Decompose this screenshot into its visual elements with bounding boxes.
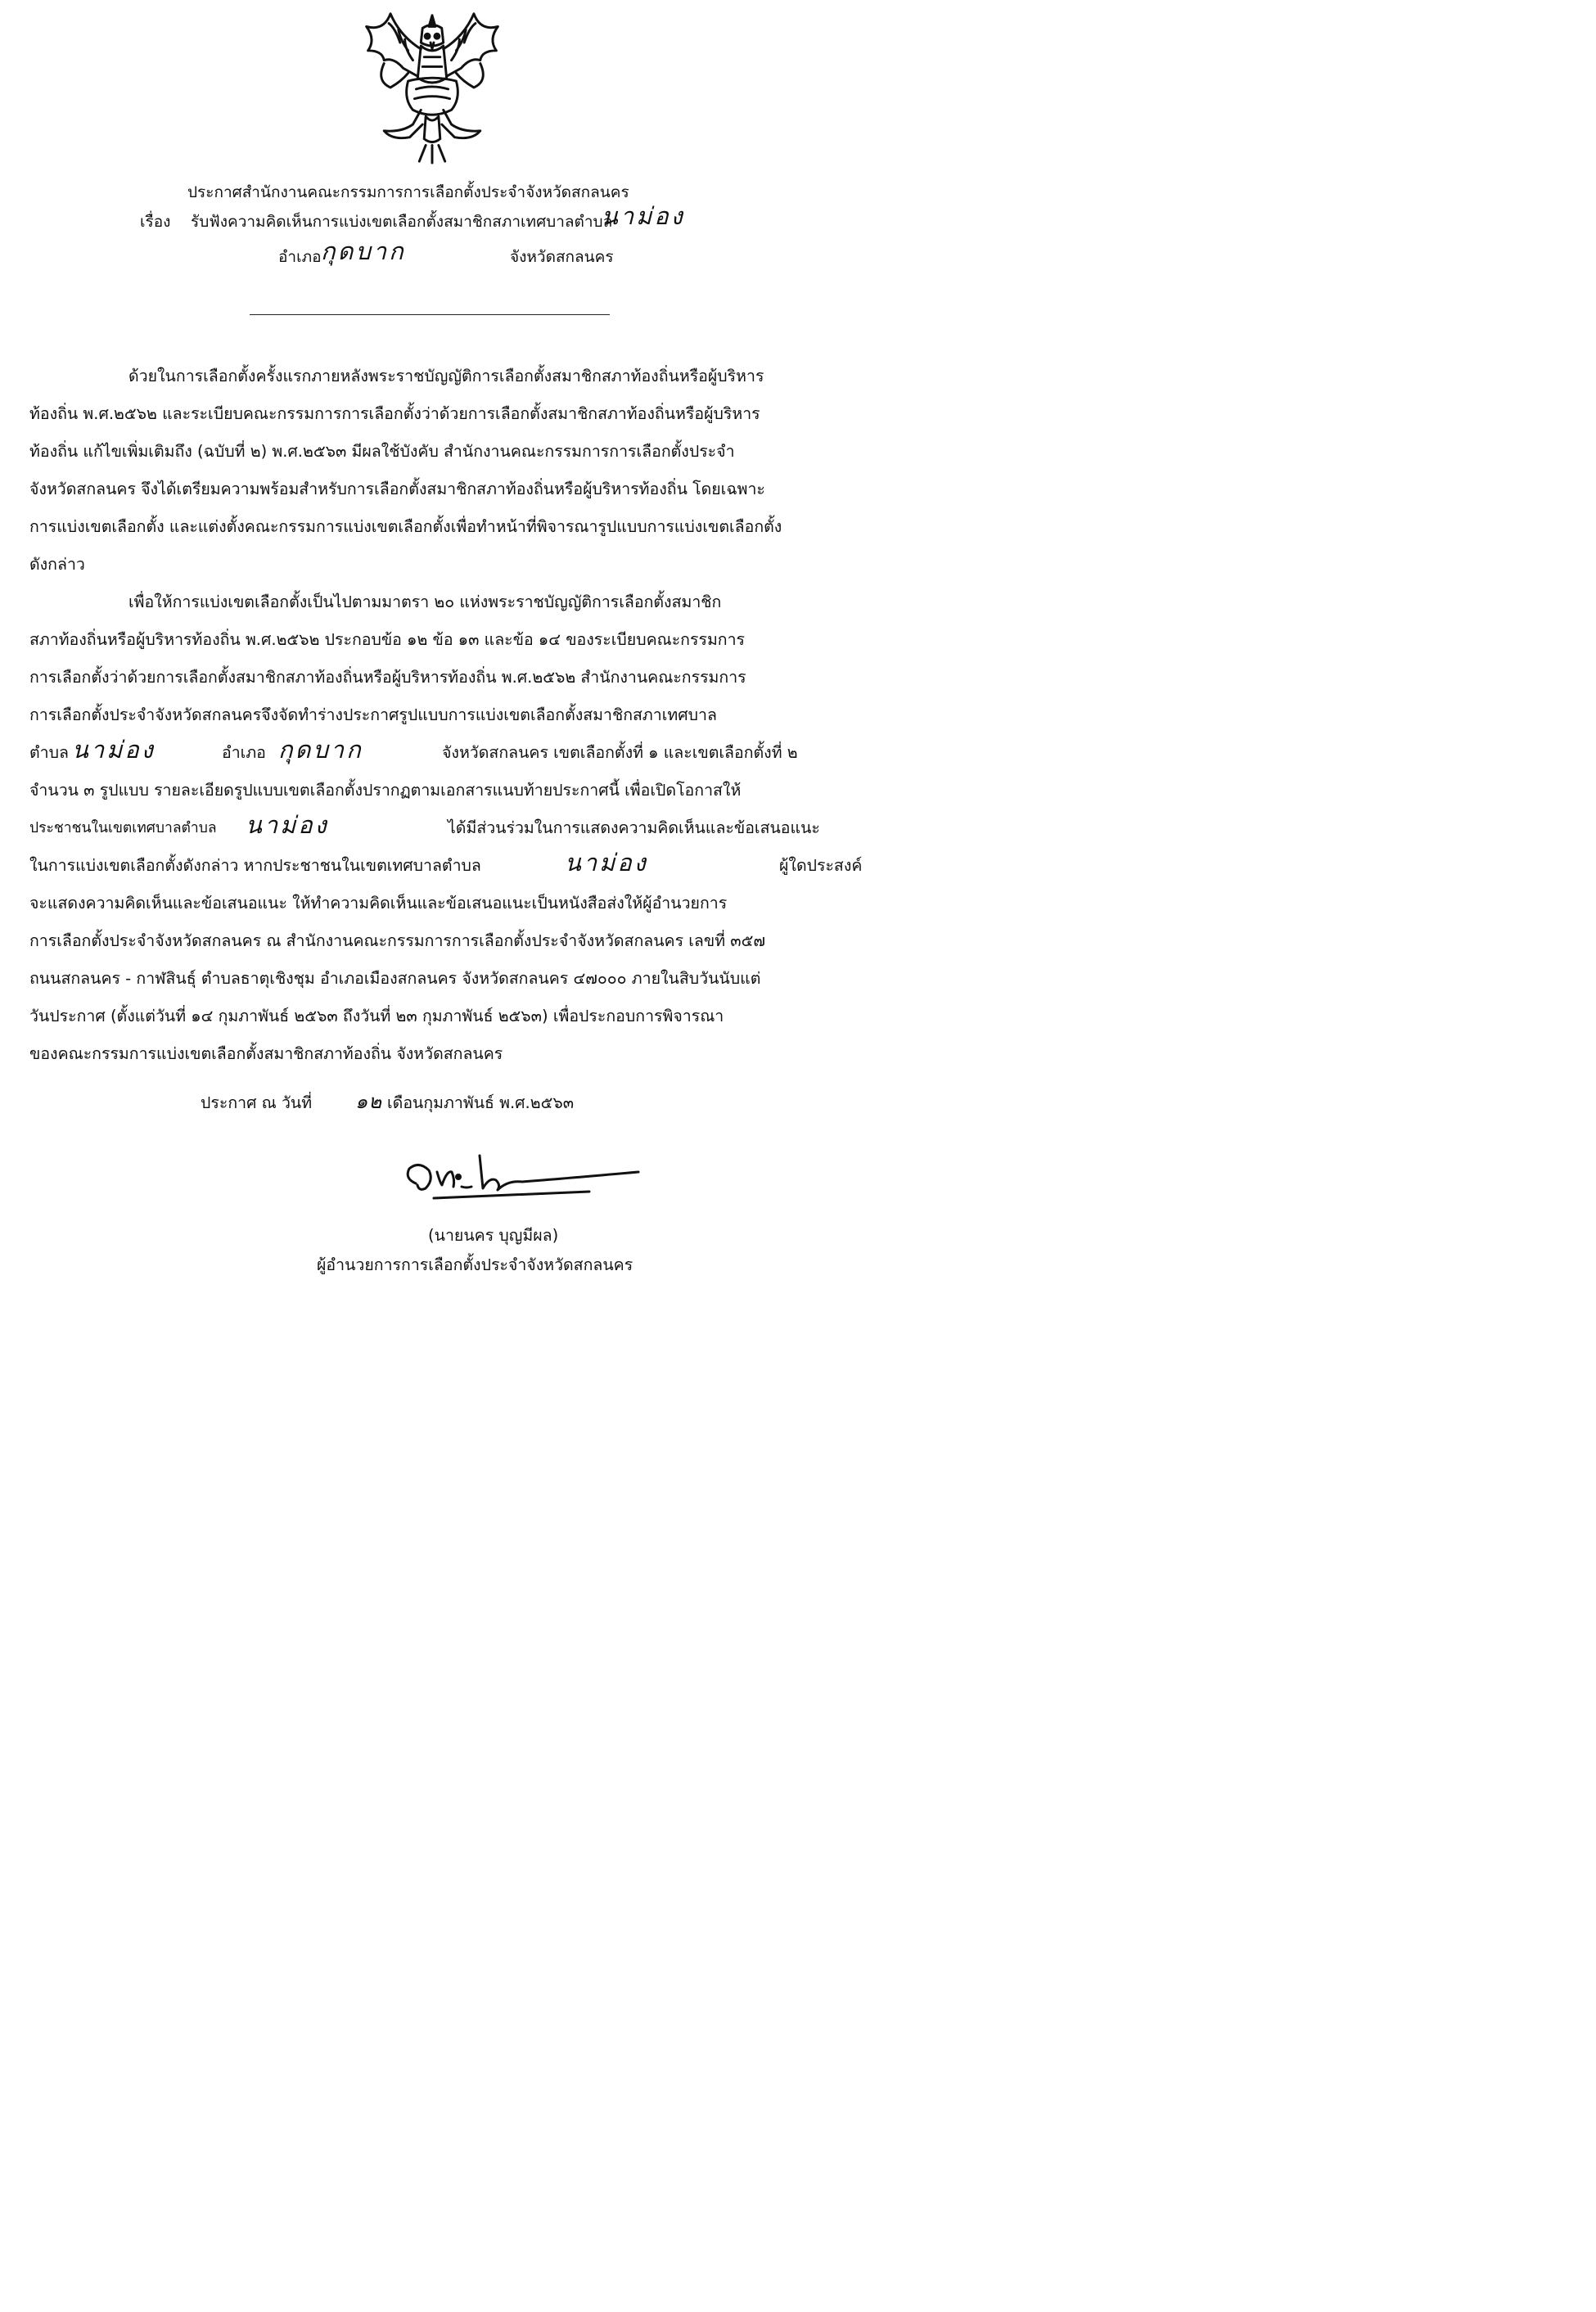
body-line-p2-6: จำนวน ๓ รูปแบบ รายละเอียดรูปแบบเขตเลือกตั้งปรากฏตามเอกสารแนบท้ายประกาศนี้ เพื่อเปิดโอกาสให้: [29, 781, 742, 800]
body-line-p2-10: การเลือกตั้งประจำจังหวัดสกลนคร ณ สำนักงานคณะกรรมการการเลือกตั้งประจำจังหวัดสกลนคร เลขที่ ๓๕๗: [29, 931, 766, 950]
body-line-p2-2: สภาท้องถิ่นหรือผู้บริหารท้องถิ่น พ.ศ.๒๕๖๒ ประกอบข้อ ๑๒ ข้อ ๑๓ และข้อ ๑๔ ของระเบียบคณะกรรมการ: [29, 630, 746, 649]
handwritten-district-2: กุดบาก: [278, 736, 363, 764]
handwritten-municipality-4: นาม่อง: [565, 849, 648, 877]
handwritten-day: ๑๒: [355, 1090, 383, 1113]
body-line-p1-2: ท้องถิ่น พ.ศ.๒๕๖๒ และระเบียบคณะกรรมการการเลือกตั้งว่าด้วยการเลือกตั้งสมาชิกสภาท้องถิ่นหรือผู้บริหาร: [29, 404, 760, 423]
district-label: อำเภอ: [278, 248, 322, 266]
body-line-p2-5-c: จังหวัดสกลนคร เขตเลือกตั้งที่ ๑ และเขตเลือกตั้งที่ ๒: [442, 743, 798, 762]
subject-text: รับฟังความคิดเห็นการแบ่งเขตเลือกตั้งสมาชิกสภาเทศบาลตำบล: [191, 213, 613, 231]
body-line-p2-5-a: ตำบล: [29, 743, 69, 762]
body-line-p1-1: ด้วยในการเลือกตั้งครั้งแรกภายหลังพระราชบัญญัติการเลือกตั้งสมาชิกสภาท้องถิ่นหรือผู้บริหาร: [128, 367, 764, 385]
body-line-p1-5: การแบ่งเขตเลือกตั้ง และแต่งตั้งคณะกรรมการแบ่งเขตเลือกตั้งเพื่อทำหน้าที่พิจารณารูปแบบการแบ่งเขตเลือกตั้ง: [29, 517, 782, 536]
signatory-name: (นายนคร บุญมีผล): [428, 1226, 559, 1245]
body-line-p2-9: จะแสดงความคิดเห็นและข้อเสนอแนะ ให้ทำความคิดเห็นและข้อเสนอแนะเป็นหนังสือส่งให้ผู้อำนวยการ: [29, 894, 728, 913]
garuda-emblem: [352, 4, 512, 164]
body-line-p1-4: จังหวัดสกลนคร จึงได้เตรียมความพร้อมสำหรับการเลือกตั้งสมาชิกสภาท้องถิ่นหรือผู้บริหารท้องถิ่น โดยเฉพาะ: [29, 480, 765, 498]
handwritten-municipality-2: นาม่อง: [72, 736, 156, 764]
subject-label: เรื่อง: [140, 213, 171, 231]
body-line-p2-5-b: อำเภอ: [222, 743, 266, 762]
handwritten-municipality-3: นาม่อง: [246, 811, 329, 839]
province-label: จังหวัดสกลนคร: [510, 248, 614, 266]
signatory-title: ผู้อำนวยการการเลือกตั้งประจำจังหวัดสกลนคร: [317, 1255, 633, 1274]
body-line-p2-13: ของคณะกรรมการแบ่งเขตเลือกตั้งสมาชิกสภาท้องถิ่น จังหวัดสกลนคร: [29, 1044, 503, 1063]
body-line-p2-11: ถนนสกลนคร - กาฬสินธุ์ ตำบลธาตุเชิงชุม อำเภอเมืองสกลนคร จังหวัดสกลนคร ๔๗๐๐๐ ภายในสิบวันนับแต่: [29, 969, 761, 988]
body-line-p2-8-a: ในการแบ่งเขตเลือกตั้งดังกล่าว หากประชาชนในเขตเทศบาลตำบล: [29, 856, 481, 875]
body-line-p2-4: การเลือกตั้งประจำจังหวัดสกลนครจึงจัดทำร่างประกาศรูปแบบการแบ่งเขตเลือกตั้งสมาชิกสภาเทศบาล: [29, 705, 717, 724]
announce-prefix: ประกาศ ณ วันที่: [201, 1093, 313, 1112]
body-line-p2-7-a: ประชาชนในเขตเทศบาลตำบล: [29, 820, 217, 836]
announcement-title: ประกาศสำนักงานคณะกรรมการการเลือกตั้งประจำจังหวัดสกลนคร: [187, 183, 629, 201]
body-line-p2-7-b: ได้มีส่วนร่วมในการแสดงความคิดเห็นและข้อเสนอแนะ: [448, 818, 820, 837]
handwritten-district: กุดบาก: [321, 237, 406, 265]
announce-suffix: เดือนกุมภาพันธ์ พ.ศ.๒๕๖๓: [387, 1093, 575, 1112]
handwritten-signature: [401, 1147, 643, 1216]
body-line-p2-3: การเลือกตั้งว่าด้วยการเลือกตั้งสมาชิกสภาท้องถิ่นหรือผู้บริหารท้องถิ่น พ.ศ.๒๕๖๒ สำนักงานคณะกรรมการ: [29, 668, 746, 687]
body-line-p1-3: ท้องถิ่น แก้ไขเพิ่มเติมถึง (ฉบับที่ ๒) พ.ศ.๒๕๖๓ มีผลใช้บังคับ สำนักงานคณะกรรมการการเลือกตั้งประจำ: [29, 442, 735, 461]
body-line-p2-1: เพื่อให้การแบ่งเขตเลือกตั้งเป็นไปตามมาตรา ๒๐ แห่งพระราชบัญญัติการเลือกตั้งสมาชิก: [128, 593, 722, 611]
body-line-p2-8-b: ผู้ใดประสงค์: [779, 856, 863, 875]
body-line-p1-6: ดังกล่าว: [29, 555, 85, 574]
handwritten-municipality: นาม่อง: [602, 202, 685, 230]
header-divider: [250, 314, 610, 315]
body-line-p2-12: วันประกาศ (ตั้งแต่วันที่ ๑๔ กุมภาพันธ์ ๒๕๖๓ ถึงวันที่ ๒๓ กุมภาพันธ์ ๒๕๖๓) เพื่อประกอบการพิจารณา: [29, 1007, 724, 1025]
